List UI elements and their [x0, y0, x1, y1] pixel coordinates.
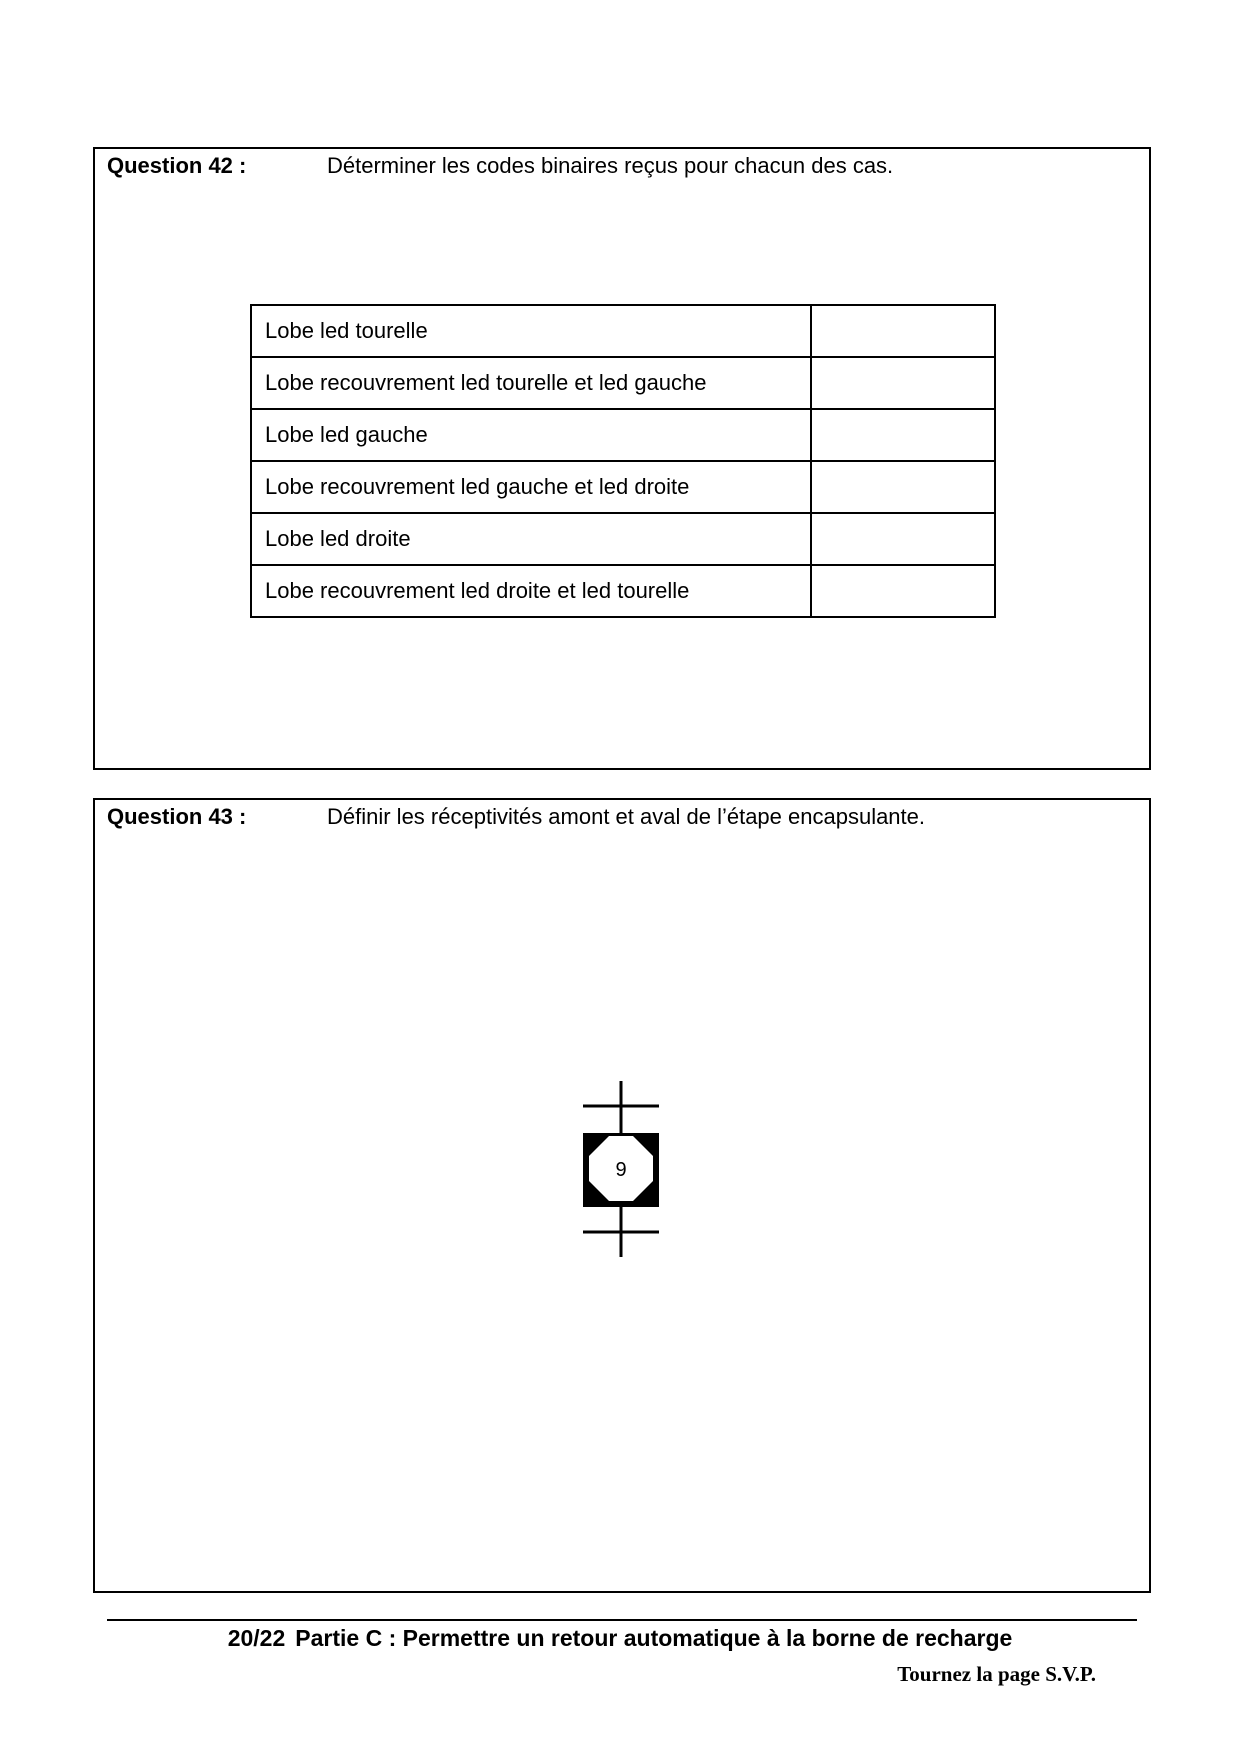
row-label: Lobe led gauche	[251, 409, 811, 461]
question-43-title: Question 43 :	[107, 804, 247, 829]
table-row	[251, 461, 995, 513]
table-row	[251, 357, 995, 409]
question-43-text: Définir les réceptivités amont et aval de l’étape encapsulante.	[327, 804, 926, 829]
section-title: Partie C : Permettre un retour automatique à la borne de recharge	[295, 1625, 1013, 1651]
table-row	[251, 513, 995, 565]
answer-cell[interactable]	[811, 357, 995, 409]
grafcet-encapsulating-step	[581, 1081, 661, 1259]
row-label: Lobe led droite	[251, 513, 811, 565]
table-row	[251, 409, 995, 461]
answer-cell[interactable]	[811, 461, 995, 513]
answer-cell[interactable]	[811, 513, 995, 565]
question-42-text: Déterminer les codes binaires reçus pour chacun des cas.	[327, 153, 894, 178]
row-label: Lobe recouvrement led tourelle et led gauche	[251, 357, 811, 409]
table-row	[251, 565, 995, 617]
answer-cell[interactable]	[811, 305, 995, 357]
footer	[0, 1625, 1240, 1652]
binary-codes-table	[250, 304, 996, 618]
row-label: Lobe recouvrement led gauche et led droite	[251, 461, 811, 513]
row-label: Lobe recouvrement led droite et led tourelle	[251, 565, 811, 617]
page-number: 20/22	[227, 1625, 286, 1651]
step-number: 9	[615, 1159, 627, 1181]
answer-cell[interactable]	[811, 565, 995, 617]
question-42-box	[93, 147, 1151, 770]
row-label: Lobe led tourelle	[251, 305, 811, 357]
table-row	[251, 305, 995, 357]
answer-cell[interactable]	[811, 409, 995, 461]
turn-page-note: Tournez la page S.V.P.	[897, 1662, 1096, 1686]
footer-divider	[107, 1619, 1137, 1621]
question-42-title: Question 42 :	[107, 153, 247, 178]
